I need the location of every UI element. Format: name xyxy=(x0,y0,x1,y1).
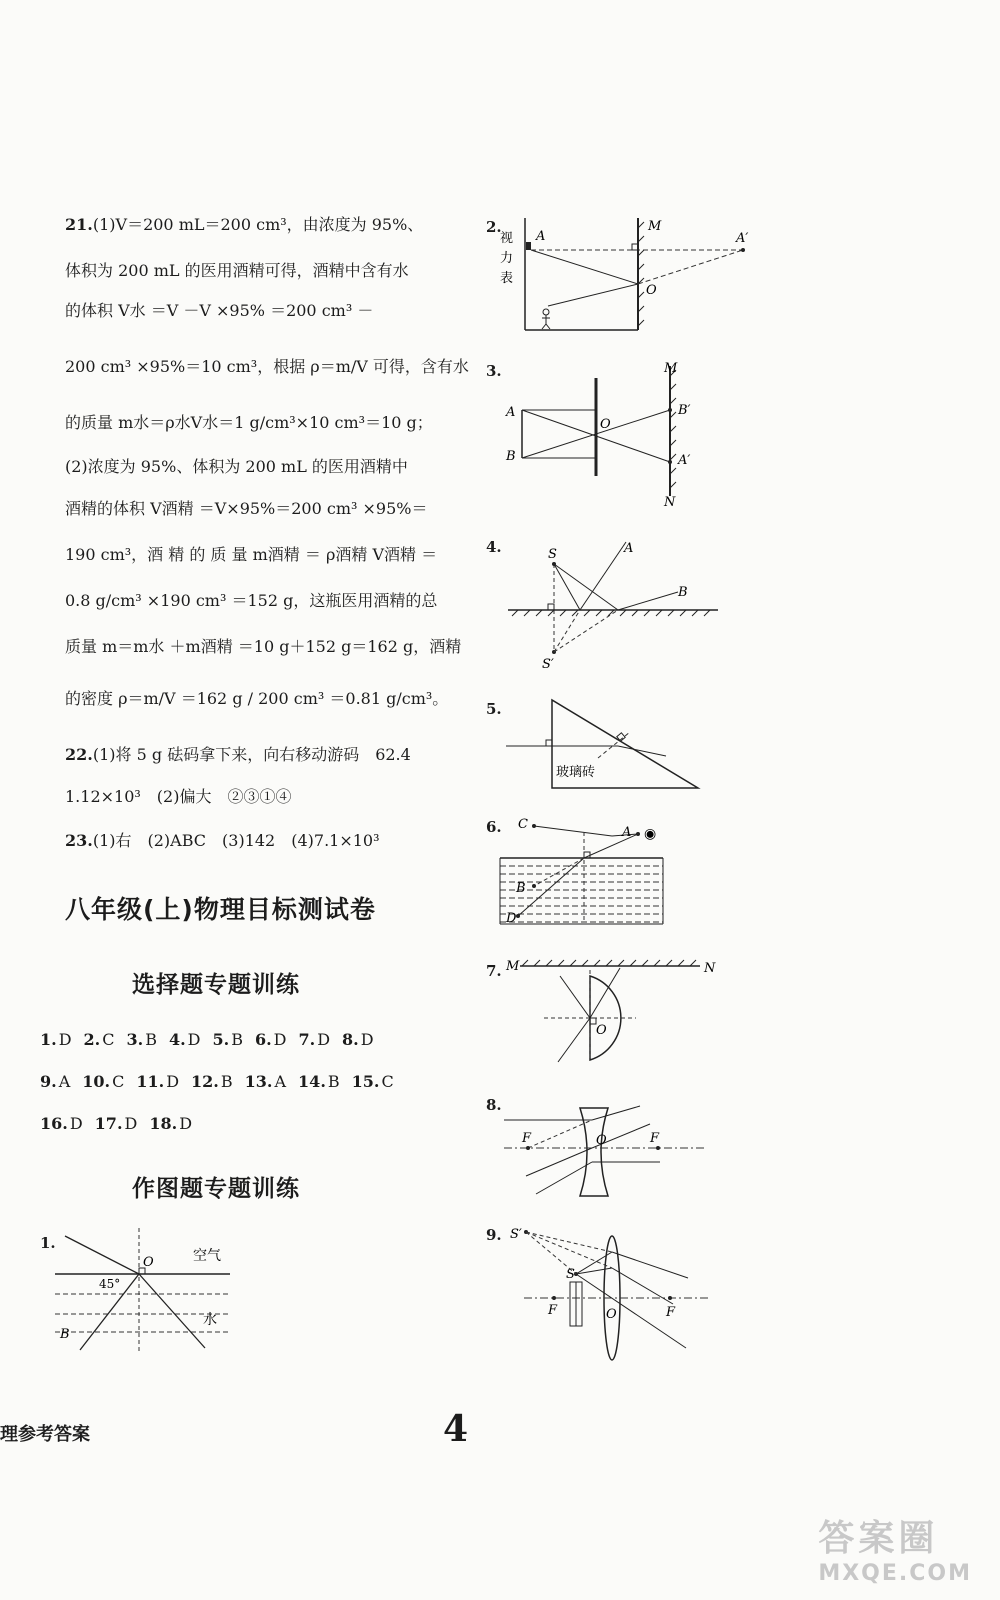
choice-number: 7. xyxy=(298,1030,316,1049)
choice-letter: B xyxy=(327,1072,340,1091)
section-title: 八年级(上)物理目标测试卷 xyxy=(65,895,376,924)
fig3-label-a: A xyxy=(506,405,516,420)
choice-number: 15. xyxy=(351,1072,380,1091)
q21-line5: 的质量 m水＝ρ水V水＝1 g/cm³×10 cm³＝10 g； xyxy=(65,413,433,432)
choice-letter: D xyxy=(273,1030,287,1049)
choice-number: 1. xyxy=(40,1030,57,1049)
choice-number: 17. xyxy=(94,1114,123,1133)
choice-number: 5. xyxy=(212,1030,230,1049)
choice-answer xyxy=(40,1072,70,1091)
fig5-glass-prism-diagram xyxy=(498,694,718,794)
fig4-label-a: A xyxy=(624,541,634,556)
fig2-number: 2. xyxy=(486,218,502,236)
fig6-number: 6. xyxy=(486,818,502,836)
fig2-label-a-prime: A′ xyxy=(736,231,749,246)
choice-answer xyxy=(212,1030,242,1049)
q22-line1: 22.(1)将 5 g 砝码拿下来，向右移动游码 62.4 xyxy=(65,745,411,764)
fig1-label-angle: 45° xyxy=(99,1277,121,1291)
fig1-label-b: B xyxy=(60,1327,70,1342)
choice-number: 18. xyxy=(149,1114,178,1133)
fig9-convex-lens-diagram xyxy=(498,1222,713,1362)
choice-letter: A xyxy=(274,1072,287,1091)
choice-number: 4. xyxy=(168,1030,186,1049)
fig3-label-n: N xyxy=(664,495,676,510)
q21-line6: (2)浓度为 95%、体积为 200 mL 的医用酒精中 xyxy=(65,457,408,476)
fig1-number: 1. xyxy=(40,1234,56,1252)
fig6-label-a: A xyxy=(622,825,632,840)
choice-answer xyxy=(342,1030,374,1049)
q22-line2: 1.12×10³ (2)偏大 ②③①④ xyxy=(65,787,292,806)
choice-letter: B xyxy=(220,1072,233,1091)
fig2-label-m: M xyxy=(648,219,662,234)
choice-number: 3. xyxy=(126,1030,144,1049)
fig9-label-f-right: F xyxy=(666,1305,676,1320)
fig6-label-b: B xyxy=(516,881,526,896)
fig9-label-f-left: F xyxy=(548,1303,558,1318)
subtitle-drawing: 作图题专题训练 xyxy=(132,1176,300,1202)
fig6-label-d: D xyxy=(506,911,517,926)
fig7-semicircle-glass-diagram xyxy=(500,956,725,1066)
choice-letter: D xyxy=(124,1114,138,1133)
choice-letter: D xyxy=(360,1030,374,1049)
choice-number: 10. xyxy=(82,1072,111,1091)
choice-row-1 xyxy=(40,1030,386,1049)
choice-answer xyxy=(40,1030,72,1049)
choice-answer xyxy=(255,1030,287,1049)
choice-answer xyxy=(126,1030,156,1049)
fig2-label-o: O xyxy=(646,283,657,298)
choice-letter: B xyxy=(231,1030,243,1049)
choice-letter: D xyxy=(179,1114,193,1133)
choice-letter: D xyxy=(58,1030,72,1049)
q21-line10: 质量 m＝m水 ＋m酒精 ＝10 g＋152 g＝162 g，酒精 xyxy=(65,637,462,656)
fig1-refraction-diagram xyxy=(55,1228,235,1358)
q21-line2: 体积为 200 mL 的医用酒精可得，酒精中含有水 xyxy=(65,261,409,280)
choice-answer xyxy=(352,1072,394,1091)
choice-number: 9. xyxy=(40,1072,57,1091)
choice-answer xyxy=(82,1072,124,1091)
choice-number: 14. xyxy=(298,1072,326,1091)
choice-answer xyxy=(169,1030,201,1049)
choice-answer xyxy=(245,1072,286,1091)
fig7-label-o: O xyxy=(596,1023,607,1038)
fig8-label-f-right: F xyxy=(650,1131,660,1146)
fig8-concave-lens-diagram xyxy=(500,1102,710,1202)
choice-letter: B xyxy=(145,1030,157,1049)
q21-line9: 0.8 g/cm³ ×190 cm³ ＝152 g，这瓶医用酒精的总 xyxy=(65,591,438,610)
choice-answer xyxy=(95,1114,138,1133)
fig2-label-a: A xyxy=(536,229,546,244)
q21-line7: 酒精的体积 V酒精 ＝V×95%＝200 cm³ ×95%＝ xyxy=(65,499,428,518)
q21-line8: 190 cm³，酒 精 的 质 量 m酒精 ＝ ρ酒精 V酒精 ＝ xyxy=(65,545,438,564)
choice-number: 12. xyxy=(191,1072,219,1091)
q21-line1: 21.(1)V＝200 mL＝200 cm³，由浓度为 95%、 xyxy=(65,215,424,234)
fig4-number: 4. xyxy=(486,538,502,556)
footer-label: 理参考答案 xyxy=(0,1424,90,1445)
fig2-mirror-diagram xyxy=(498,212,778,342)
fig6-label-c: C xyxy=(518,817,528,832)
fig1-label-water: 水 xyxy=(203,1312,217,1328)
choice-row-2 xyxy=(40,1072,406,1091)
choice-letter: C xyxy=(112,1072,125,1091)
choice-number: 16. xyxy=(40,1114,68,1133)
choice-letter: A xyxy=(58,1072,71,1091)
fig8-label-f-left: F xyxy=(522,1131,532,1146)
fig3-number: 3. xyxy=(486,362,502,380)
choice-row-3 xyxy=(40,1114,204,1133)
fig4-label-s: S xyxy=(548,547,557,562)
fig8-label-o: O xyxy=(596,1133,607,1148)
choice-letter: D xyxy=(317,1030,331,1049)
fig1-label-air: 空气 xyxy=(193,1248,221,1264)
choice-answer xyxy=(84,1030,115,1049)
fig2-label-chart-1: 视 xyxy=(500,231,514,246)
choice-answer xyxy=(136,1072,179,1091)
fig9-label-s: S xyxy=(566,1267,575,1282)
choice-number: 6. xyxy=(254,1030,272,1049)
q21-line4: 200 cm³ ×95%＝10 cm³，根据 ρ＝m/V 可得，含有水 xyxy=(65,357,469,376)
choice-answer xyxy=(40,1114,83,1133)
fig4-label-b: B xyxy=(678,585,688,600)
choice-number: 11. xyxy=(136,1072,165,1091)
fig3-label-b-prime: B′ xyxy=(678,403,691,418)
fig7-label-n: N xyxy=(704,961,716,976)
choice-letter: C xyxy=(381,1072,394,1091)
choice-letter: C xyxy=(102,1030,115,1049)
choice-answer xyxy=(149,1114,192,1133)
fig4-label-s-prime: S′ xyxy=(542,657,554,672)
watermark-url: MXQE.COM xyxy=(818,1561,972,1586)
fig2-label-chart-3: 表 xyxy=(500,271,514,286)
fig3-label-b: B xyxy=(506,449,516,464)
q21-line11: 的密度 ρ＝m/V ＝162 g / 200 cm³ ＝0.81 g/cm³。 xyxy=(65,689,449,708)
fig7-label-m: M xyxy=(506,959,520,974)
choice-answer xyxy=(191,1072,233,1091)
subtitle-choice: 选择题专题训练 xyxy=(132,972,300,998)
fig3-label-m: M xyxy=(664,361,678,376)
fig2-label-chart-2: 力 xyxy=(500,251,514,266)
fig1-label-o: O xyxy=(143,1255,154,1270)
fig4-plane-mirror-diagram xyxy=(498,534,728,684)
fig7-number: 7. xyxy=(486,962,502,980)
fig3-label-o: O xyxy=(600,417,611,432)
q23-line1: 23.(1)右 (2)ABC (3)142 (4)7.1×10³ xyxy=(65,831,380,850)
fig6-water-refraction-diagram xyxy=(498,812,668,932)
fig8-number: 8. xyxy=(486,1096,502,1114)
fig5-number: 5. xyxy=(486,700,502,718)
choice-answer xyxy=(298,1030,330,1049)
fig9-number: 9. xyxy=(486,1226,502,1244)
fig9-label-s-prime: S′ xyxy=(510,1227,522,1242)
fig9-label-o: O xyxy=(606,1307,617,1322)
watermark xyxy=(818,1510,972,1586)
choice-number: 8. xyxy=(342,1030,359,1049)
fig3-pinhole-diagram xyxy=(498,358,718,513)
watermark-text: 答案圈 xyxy=(818,1518,939,1559)
eye-icon: ◉ xyxy=(644,826,657,842)
q21-line3: 的体积 V水 ＝V －V ×95% ＝200 cm³ － xyxy=(65,301,374,320)
choice-letter: D xyxy=(69,1114,83,1133)
choice-number: 13. xyxy=(244,1072,273,1091)
choice-letter: D xyxy=(187,1030,201,1049)
page-number: 4 xyxy=(443,1408,469,1450)
choice-answer xyxy=(298,1072,340,1091)
choice-letter: D xyxy=(166,1072,180,1091)
fig3-label-a-prime: A′ xyxy=(678,453,691,468)
choice-number: 2. xyxy=(83,1030,101,1049)
fig5-label-glass: 玻璃砖 xyxy=(556,765,596,780)
